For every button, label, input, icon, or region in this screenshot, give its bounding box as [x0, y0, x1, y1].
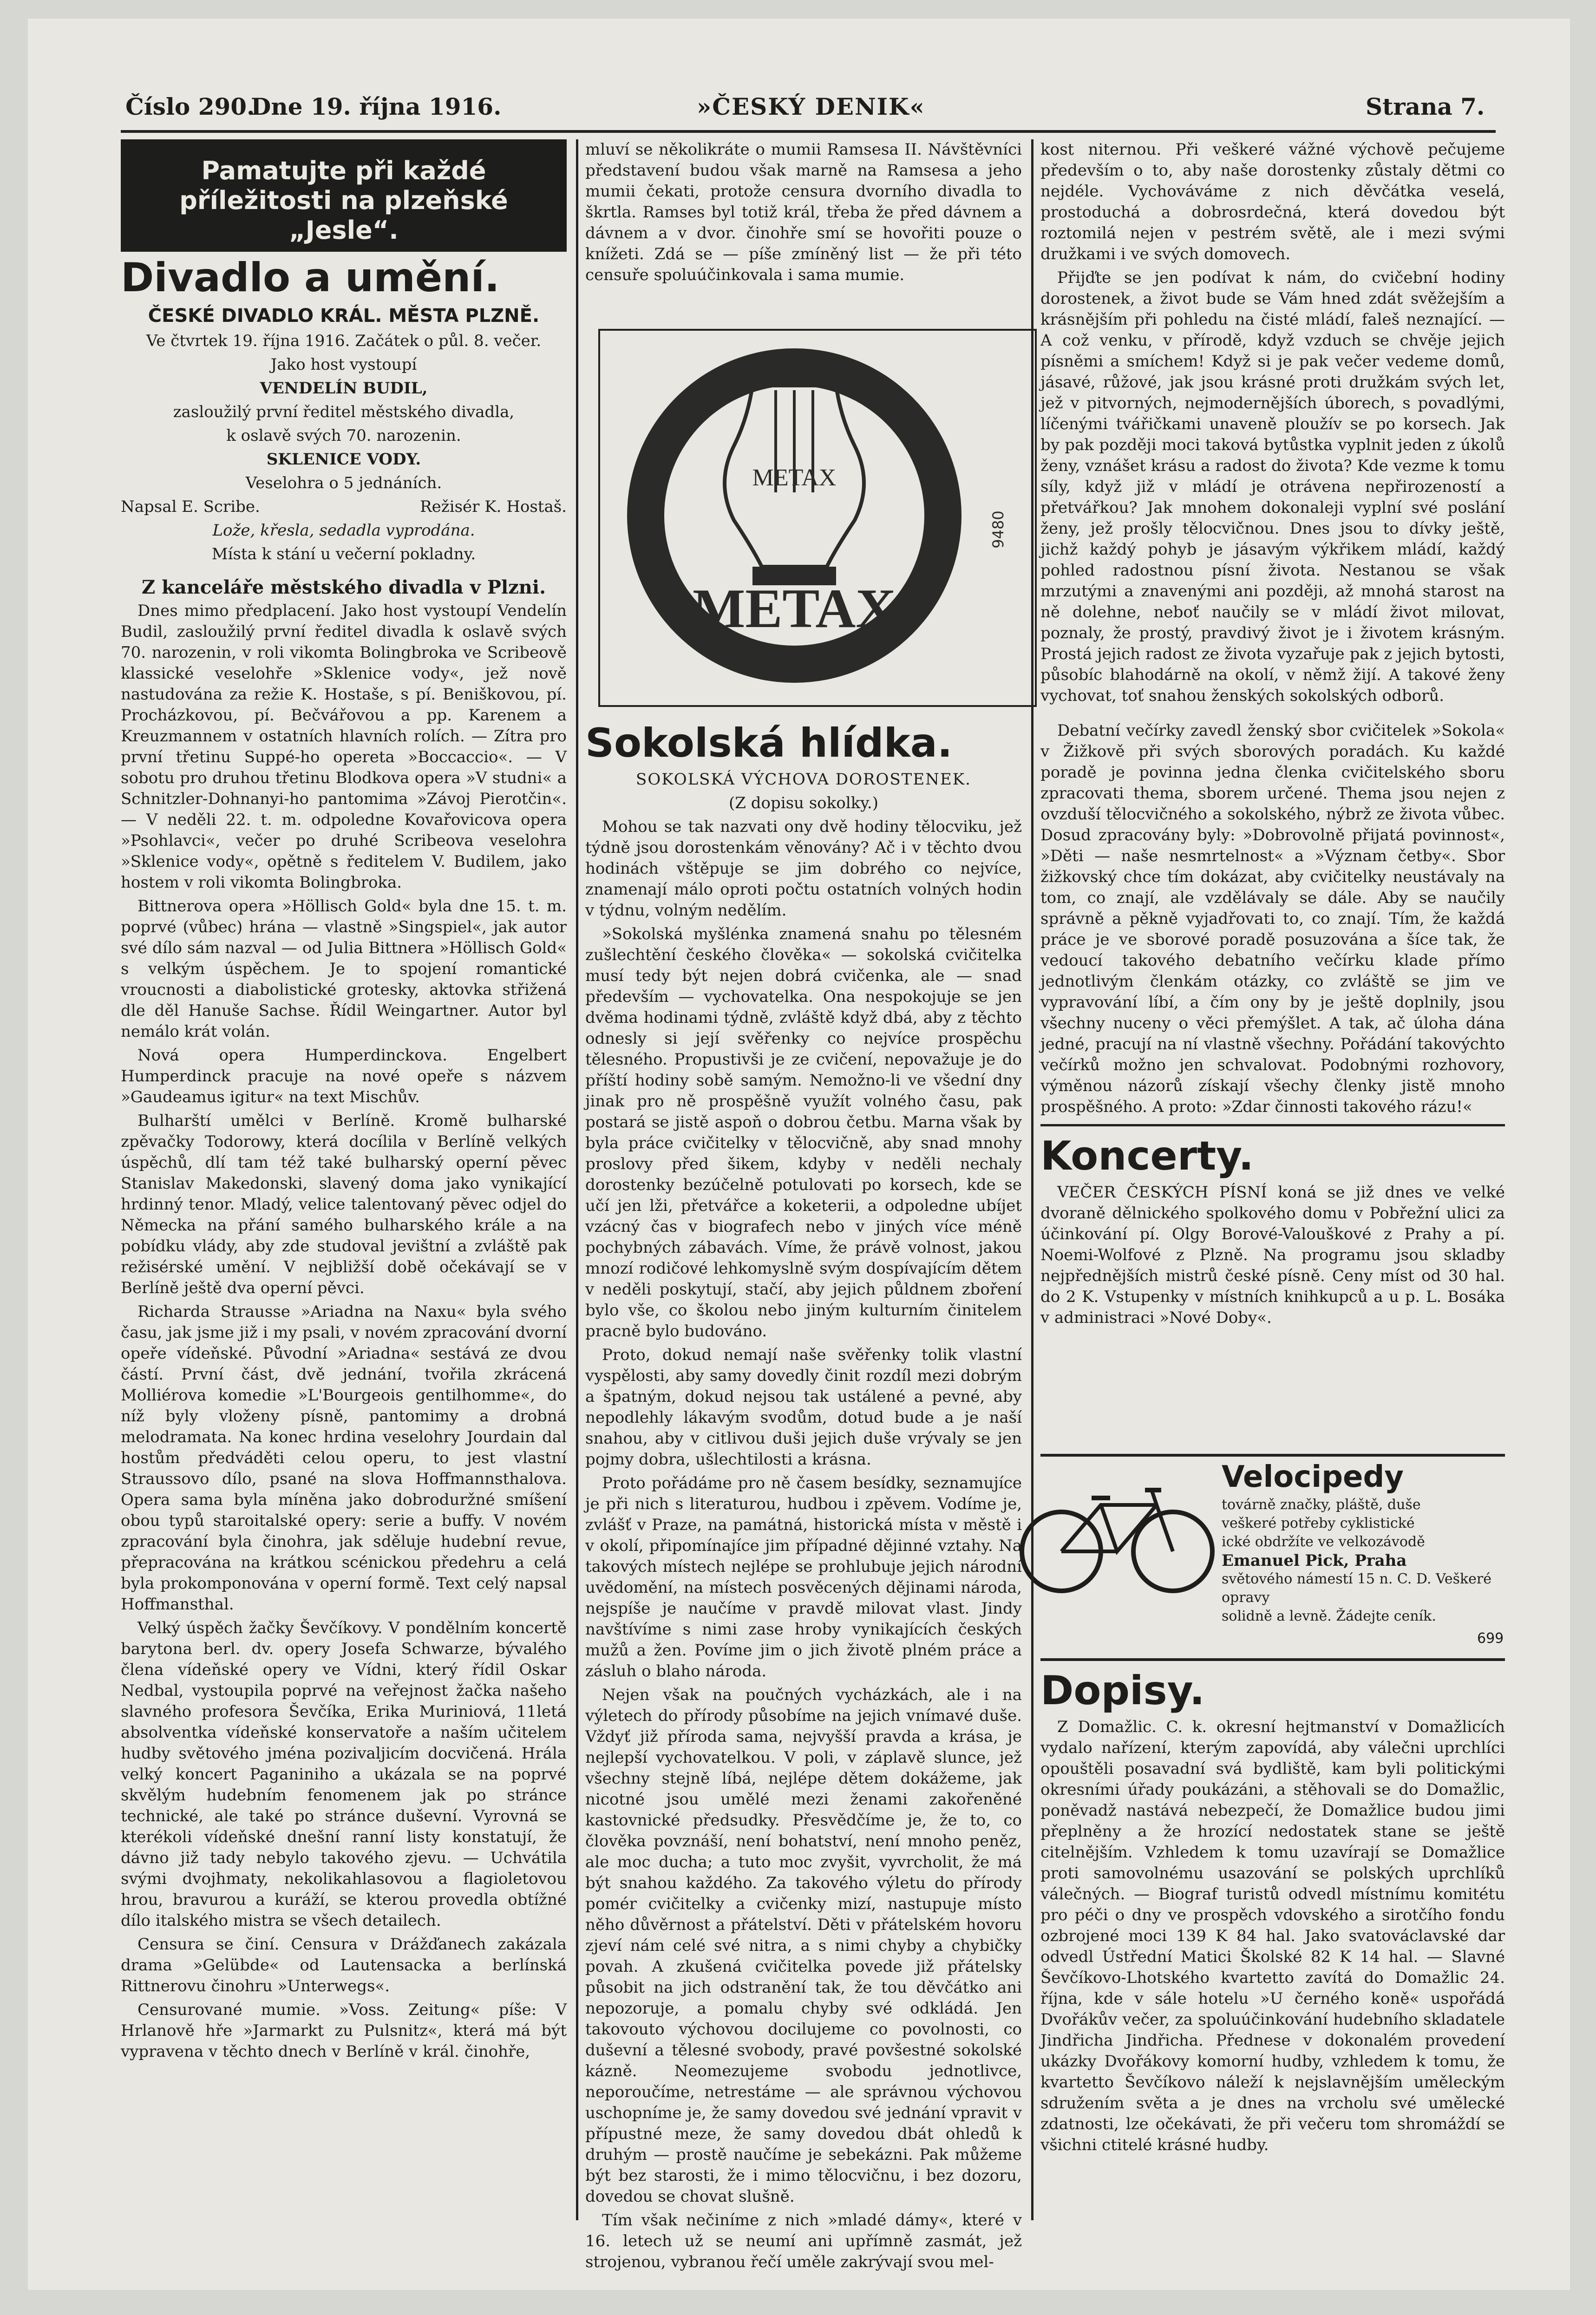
column-1	[121, 139, 567, 2220]
velo-ad-company: Emanuel Pick, Praha	[1222, 1551, 1407, 1570]
program-line: Veselohra o 5 jednáních.	[245, 474, 442, 492]
section-title-sokol: Sokolská hlídka.	[585, 720, 953, 766]
velo-ad-line: ické obdržíte ve velkozávodě	[1222, 1534, 1425, 1550]
column-2-main	[585, 720, 1022, 2271]
article-paragraph: Dnes mimo předplacení. Jako host vystoupí Vendelín Budil, zasloužilý první ředitel divadla k oslavě svých 70. narozenin, v roli vikomta Bolingbroka ve Scribeově klassické veselohře »Sklenice vody«, jež nově nastudována za režie K. Hostaše, s pí. Beniškovou, pí. Procházkovou, pí. Bečvářovou a pp. Karenem a Kreuzmannem v ostatních hlavních rolích. — Zítra pro první třetinu Suppé-ho opereta »Boccaccio«. — V sobotu pro druhou třetinu Blodkova opera »V studni« a Schnitzler-Dohnanyi-ho pantomima »Závoj Pierotčin«. — V neděli 22. t. m. odpoledne Kovařovicova opera »Psohlavci«, večer po druhé Scribeova veselohra »Sklenice vody«, opětně s ředitelem V. Budilem, jako hostem v roli vikomta Bolingbroka.	[121, 602, 567, 892]
masthead: »ČESKÝ DENIK«	[697, 93, 925, 120]
newspaper-page	[28, 19, 1570, 2290]
issue-number: Číslo 290.	[125, 93, 255, 120]
article-paragraph: Z Domažlic. C. k. okresní hejtmanství v Domažlicích vydalo nařízení, kterým zapovídá, aby válečni uprchlíci opouštěli posavadní svá bydliště, kam byli politickými okresními úřady poukázáni, a stěhovali se do Domažlic, poněvadž nastává nebezpečí, že Domažlice budou jimi přeplněny a že hrozící nedostatek stane se ještě citelnějším. Vzhledem k tomu uzavírají se Domažlice proti samovolnému usazování se polských uprchlíků válečných. — Biograf turistů odvedl místnímu komitétu pro péči o dny ve prospěch vdovského a sirotčího fondu ozbrojené moci 139 K 84 hal. Jako svatováclavské dar odvedl Ústřední Matici Školské 82 K 14 hal. — Slavné Ševčíkovo-Lhotského kvartetto zavítá do Domažlic 24. října, kde v sále hotelu »U černého koně« uspořádá Dvořákův večer, za spoluúčinkování hudebního skladatele Jindřicha Jindřicha. Přednese v dokonalém provedení ukázky Dvořákovy komorní hudby, vzhledem k tomu, že kvartetto Ševčíkovo náleží k nejslavnějším uměleckým sdružením světa a je dnes na vrcholu své umělecké zdatnosti, lze očekávati, že při večeru tom shromáždí se všichni ctitelé krásné hudby.	[1040, 1718, 1505, 2154]
issue-date: Dne 19. října 1916.	[251, 93, 502, 120]
column-3-top	[1040, 139, 1505, 1458]
section-title-theatre: Divadlo a umění.	[121, 255, 500, 301]
article-paragraph: mluví se několikráte o mumii Ramsesa II. Návštěvníci představení budou však marně na Ramsesa a jeho mumii čekati, protože censura dvorního divadla to škrtla. Ramses byl totiž král, třeba že před dávnem a dávnem a v dvor. činohře smí se hovořiti pouze o knížeti. Zdá se — píše zmíněný list — že při této censuře spoluúčinkovala i sama mumie.	[585, 140, 1022, 284]
column-3-bottom	[1040, 1668, 1505, 2220]
article-subtitle: (Z dopisu sokolky.)	[729, 794, 878, 812]
article-paragraph: Velký úspěch žačky Ševčíkovy. V pondělním koncertě barytona berl. dv. opery Josefa Schwarze, bývalého člena vídeňské opery ve Vídni, který řídil Oskar Nedbal, vystoupila poprvé na veřejnost žačka našeho slavného profesora Ševčíka, Erika Muriniová, 11letá absolventka vídeňské konservatoře a naším učitelem hudby světového jména pozivaljicím docvičená. Hrála velký koncert Paganiniho a ukázala se na poprvé skvělým hudebním fenomenem jak po stránce technické, ale také po stránce duševní. Vyrovná se kterékoli vídeňské dnešní ranní listy konstatují, že dávno již tady nebylo takového zjevu. — Uchvátila svými dvojhmaty, nekolikahlasovou a flagioletovou hrou, bravurou a kuráží, se kterou provedla obtížné dílo italského mistra se všech detailech.	[121, 1619, 567, 1930]
author: Napsal E. Scribe.	[121, 497, 260, 516]
velo-ad-title: Velocipedy	[1222, 1460, 1404, 1494]
program-line: SKLENICE VODY.	[266, 450, 421, 469]
program-line: Ve čtvrtek 19. října 1916. Začátek o půl. 8. večer.	[146, 332, 542, 350]
article-paragraph: Proto, dokud nemají naše svěřenky tolik vlastní vyspělosti, aby samy dovedly činit rozdíl mezi dobrým a špatným, dokud nejsou tak ustálené a pevné, aby nepodlehly lákavým svodům, dotud bude a je naší snahou, aby v citlivou duši jejich duše vrývaly se jen pojmy dobra, ušlechtilosti a krásna.	[585, 1346, 1022, 1469]
program-line: k oslavě svých 70. narozenin.	[226, 426, 461, 445]
metax-ad-graphic	[595, 325, 1040, 711]
program-line: VENDELÍN BUDIL,	[260, 379, 428, 398]
velocipedy-advertisement	[1017, 1458, 1510, 1654]
article-title: SOKOLSKÁ VÝCHOVA DOROSTENEK.	[636, 770, 971, 789]
velo-ad-text	[1222, 1458, 1510, 1626]
ad-brand-large: METAX	[693, 577, 896, 639]
article-paragraph: Proto pořádáme pro ně časem besídky, seznamujíce je při nich s literaturou, hudbou i zpěvem. Vodíme je, zvlášť v Praze, na památná, historická místa v městě i v okolí, připomínajíce jim případné dějinné vztahy. Na takových místech nejlépe se prohlubuje jejich národní uvědomění, na místech posvěcených dějinami národa, nejspíše je naučíme v pravdě milovat vlast. Jindy navštívíme s nimi zase hroby vynikajících českých mužů a žen. Povíme jim o jich životě plném práce a zásluh o blaho národa.	[585, 1474, 1022, 1681]
velo-ad-line: továrně značky, pláště, duše	[1222, 1497, 1421, 1513]
office-title: Z kanceláře městského divadla v Plzni.	[141, 576, 546, 598]
article-paragraph: Censurované mumie. »Voss. Zeitung« píše: V Hrlanově hře »Jarmarkt zu Pulsnitz«, která má být vypravena v těchto dnech v Berlíně v král. činohře,	[121, 2001, 567, 2061]
program-line: zasloužilý první ředitel městského divadla,	[173, 403, 515, 421]
article-paragraph: Debatní večírky zavedl ženský sbor cvičitelek »Sokola« v Žižkově při svých sborových poradách. Ku každé poradě je povinna jedna členka cvičitelského sboru zpracovati thema, sborem určené. Thema jsou nejen z ovzduší tělocvičného a sokolského, nýbrž ze života vůbec. Dosud zpracovány byly: »Dobrovolně přijatá povinnost«, »Děti — naše nesmrtelnost« a »Význam četby«. Sbor žižkovský chce tím dokázat, aby cvičitelky neustávaly na tom, co znají, ale vzdělávaly se dále. Aby se naučily správně a pěkně vyjadřovati to, co znají. Tím, že každá práce je ve sborové poradě posuzována a šíce tak, že vedoucí takového debatního večírku klade přímo jednotlivým členkám otázky, co zvláště se jim ve vypravování líbí, a čím ony by je ještě doplnily, jsou všechny nuceny o věci přemýšlet. A tak, ač úloha dána jedné, pracují na ní vlastně všechny. Pořádání takovýchto večírků možno jen schvalovat. Podobnými rozhovory, výměnou názorů získají všechy členky jistě mnoho prospěšného. A proto: »Zdar činnosti takového rázu!«	[1040, 721, 1505, 1116]
header-rule	[121, 130, 1496, 133]
bicycle-icon	[1017, 1477, 1217, 1598]
column-rule-1	[576, 139, 578, 2220]
jesle-banner: Pamatujte při každé příležitosti na plzeňské „Jesle“.	[121, 139, 567, 252]
article-paragraph: »Sokolská myšlénka znamená snahu po tělesném zušlechtění českého člověka« — sokolská cvičitelka musí tedy být nejen dobrá cvičenka, ale — snad především — vychovatelka. Ona nespokojuje se jen dvěma hodinami týdně, zvláště když dbá, aby z těchto odnesly si její svěřenky co nejvíce prospěchu tělesného. Propustivši je ze cvičení, nepovažuje je do příští hodiny sobě samým. Nemožno-li ve všední dny jinak pro ně prospěšně využít volného času, pak postará se jistě aspoň o dobrou četbu. Marna však by byla práce cvičitelky v tělocvičně, aby snad mnohy proslovy před šikem, kdyby v neděli nechaly dorostenky bezúčelně potulovati po korsech, kde se učí jen lži, přetvářce a koketerii, a odpoledne ubíjet vzácný čas v biografech nebo v jiných více méně pochybných zábavách. Víme, že právě volnost, jakou mnozí rodičové lehkomyslně svým dospívajícím dětem v neděli poskytují, stačí, aby jejich půldnem zboření bylo vše, co školou nebo jiným kulturním činitelem pracně bylo budováno.	[585, 925, 1022, 1341]
ad-brand-small: METAX	[752, 464, 837, 491]
metax-advertisement	[595, 325, 1040, 711]
article-paragraph: Mohou se tak nazvati ony dvě hodiny tělocviku, jež týdně jsou dorostenkám věnovány? Ač i v těchto dvou hodinách vštěpuje se jim dobrého co nejvíce, znamenají málo oproti počtu ostatních volných hodin v týdnu, volným nedělím.	[585, 817, 1022, 920]
velo-ad-line: veškeré potřeby cyklistické	[1222, 1515, 1415, 1531]
article-paragraph: Richarda Strausse »Ariadna na Naxu« byla svého času, jak jsme již i my psali, v novém zpracování dvorní opeře vídeňské. Původní »Ariadna« sestává ze dvou částí. První část, dvě jednání, tvořila zkrácená Molliérova komedie »L'Bourgeois gentilhomme«, do níž byly vloženy písně, pantomimy a drobná melodramata. Na konec hrdina veselohry Jourdain dal hostům předváděti celou operu, to jest vlastní Straussovo dílo, psané na slova Hoffmannsthalova. Opera sama byla míněna jako dobroduržné smíšení obou typů staroitalské opery: serie a buffy. V novém zpracování byla činohra, jak sděluje hudební revue, přepracována na krátkou scénickou předehru a celá byla prokomponována v operní formě. Text celý napsal Hoffmansthal.	[121, 1302, 567, 1614]
section-title-concerts: Koncerty.	[1040, 1133, 1254, 1179]
page-number: Strana 7.	[1366, 93, 1485, 120]
program-line: Jako host vystoupí	[270, 355, 417, 374]
director: Režisér K. Hostaš.	[420, 497, 567, 516]
column-2-top	[585, 139, 1022, 320]
article-paragraph: Přijďte se jen podívat k nám, do cvičební hodiny dorostenek, a život bude se Vám hned zdát svěžejším a krásnějším při pohledu na čisté mládí, faleš neznající. — A což venku, v přírodě, když vzduch se chvěje jejich písněmi a smíchem! Když si je pak večer vedeme domů, jásavé, růžové, jak jsou krásné proti družkám svých let, jež v pitvorných, nejmodernějších úborech, s povadlými, líčenými tvářičkami unaveně ploužív se po korsech. Jak by pak později moci taková bytůstka vyplnit jeden z úkolů ženy, vznášet krásu a radost do života? Kde vezme k tomu síly, když již v mládí je otrávena nepřirozeností a přetvářkou? Jak mnohem dokonaleji vyplní své poslání ženy, jež prošly tělocvičnou. Dnes jsou to dívky ještě, jichž každý pohyb je jásavým výkřikem mládí, každý pohled radostnou písní života. Nestanou se však mrzutými a znavenými ani později, až mnohá starost na ně dolehne, neboť naučily se v mládí život milovat, poznaly, že prostý, pravdivý život je i životem krásným. Prostá jejich radost ze života vyzařuje pak z jejich bytosti, působíc blahodárně na okolí, v němž žijí. A takové ženy vychovat, toť snahou ženských sokolských odborů.	[1040, 268, 1505, 705]
section-title-letters: Dopisy.	[1040, 1668, 1205, 1714]
article-paragraph: Nejen však na poučných vycházkách, ale i na výletech do přírody působíme na jejich vnímavé duše. Vždyť již příroda sama, nejvyšší pravda a krása, je nejlepší vychovatelkou. V poli, v záplavě slunce, jež všechny stejně líbá, nejlépe dětem dokážeme, jak nicotné jsou umělé mezi ženami zakořeněné kastovnické předsudky. Přesvědčíme je, že to, co člověka povznáší, není bohatství, není mnoho peněz, ale moc ducha; a tuto moc zvyšit, vyvrcholit, že má být snahou každého. Za takového výletu do přírody pomér cvičitelky a cvičenky mizí, nastupuje místo něho důvěrnost a přátelství. Děti v přátelském hovoru zjeví nám celé své nitra, a s nimi chyby a chybičky povah. A zkušená cvičitelka povede již přátelsky působit na jich odstranění tak, že tou děvčátko ani nepozoruje, a pomalu chyby své odkládá. Jen takovouto výchovou docilujeme co povolnosti, co duševní a tělesné svobody, pravé povšestné sokolské kázně. Neomezujeme svobodu jednotlivce, neporoučíme, netrestáme — ale správnou výchovou uschopníme je, že samy dovedou své jednání vpravit v přípustné meze, že samy dovedou dbát ohledů k druhým — prostě naučíme je sebekázni. Pak můžeme být bez starosti, že i mimo tělocvičnu, i bez dozoru, dovedou se chovat slušně.	[585, 1686, 1022, 2206]
velo-ad-line: světového námestí 15 n. C. D. Veškeré opravy	[1222, 1571, 1492, 1606]
article-paragraph: Bulharští umělci v Berlíně. Kromě bulharské zpěvačky Todorowy, která docílila v Berlíně velkých úspěchů, dlí tam též také bulharský operní pěvec Stanislav Makedonski, slavený doma jako vynikající hrdinný tenor. Mladý, velice talentovaný pěvec odjel do Německa na přání samého bulharského krále a na pobídku vlády, aby zde studoval jevištní a zvláště pak režisérské umění. V nejbližší době očekávají se v Berlíně ještě dva operní pěvci.	[121, 1112, 567, 1297]
credits-row	[121, 497, 567, 517]
article-paragraph: kost niternou. Při veškeré vážné výchově pečujeme především o to, aby naše dorostenky zůstaly dětmi co nejdéle. Vychováváme z nich děvčátka veselá, prostoduchá a dobrosrdečná, která dovedou být roztomilá nejen v pestrém světě, ale i mezi svými družkami i ve svých domovech.	[1040, 140, 1505, 263]
sold-out-note: Lože, křesla, sedadla vyprodána.	[212, 521, 475, 540]
standing-note: Místa k stání u večerní pokladny.	[211, 545, 476, 563]
ad-code: 9480	[989, 510, 1007, 549]
article-paragraph: Nová opera Humperdinckova. Engelbert Humperdinck pracuje na nové opeře s názvem »Gaudeamus igitur« na text Mischův.	[121, 1046, 567, 1106]
article-paragraph: Bittnerova opera »Höllisch Gold« byla dne 15. t. m. poprvé (vůbec) hrána — vlastně »Singspiel«, jak autor své dílo sám nazval — od Julia Bittnera »Höllisch Gold« s velkým úspěchem. Je to spojení romantické vroucnosti a diabolistické grotesky, aktovka střižená dle děl Hanuše Sachse. Řídil Weingartner. Autor byl nemálo krát volán.	[121, 897, 567, 1041]
ad-rule-bottom	[1040, 1658, 1505, 1661]
ad-rule-top	[1040, 1454, 1505, 1457]
section-divider	[1040, 1124, 1505, 1126]
article-paragraph: Tím však nečiníme z nich »mladé dámy«, které v 16. letech už se neumí ani upřímně zasmát, jež strojenou, vybranou řečí uměle zakrývají svou mel-	[585, 2211, 1022, 2271]
article-paragraph: VEČER ČESKÝCH PÍSNÍ koná se již dnes ve velké dvoraně dělnického spolkového domu v Pobřežní ulici za účinkování pí. Olgy Borové-Valouškové z Prahy a pí. Noemi-Wolfové z Plzně. Na programu jsou skladby nejpřednějších mistrů české písně. Ceny míst od 30 hal. do 2 K. Vstupenky v místních knihkupců a u p. L. Bosáka v administraci »Nové Doby«.	[1040, 1183, 1505, 1327]
article-paragraph: Censura se činí. Censura v Drážďanech zakázala drama »Gelübde« od Lautensacka a berlínská Rittnerovu činohru »Unterwegs«.	[121, 1935, 567, 1995]
velo-ad-code: 699	[1477, 1630, 1504, 1647]
theatre-name: ČESKÉ DIVADLO KRÁL. MĚSTA PLZNĚ.	[148, 305, 540, 327]
velo-ad-line: solidně a levně. Žádejte ceník.	[1222, 1608, 1436, 1624]
